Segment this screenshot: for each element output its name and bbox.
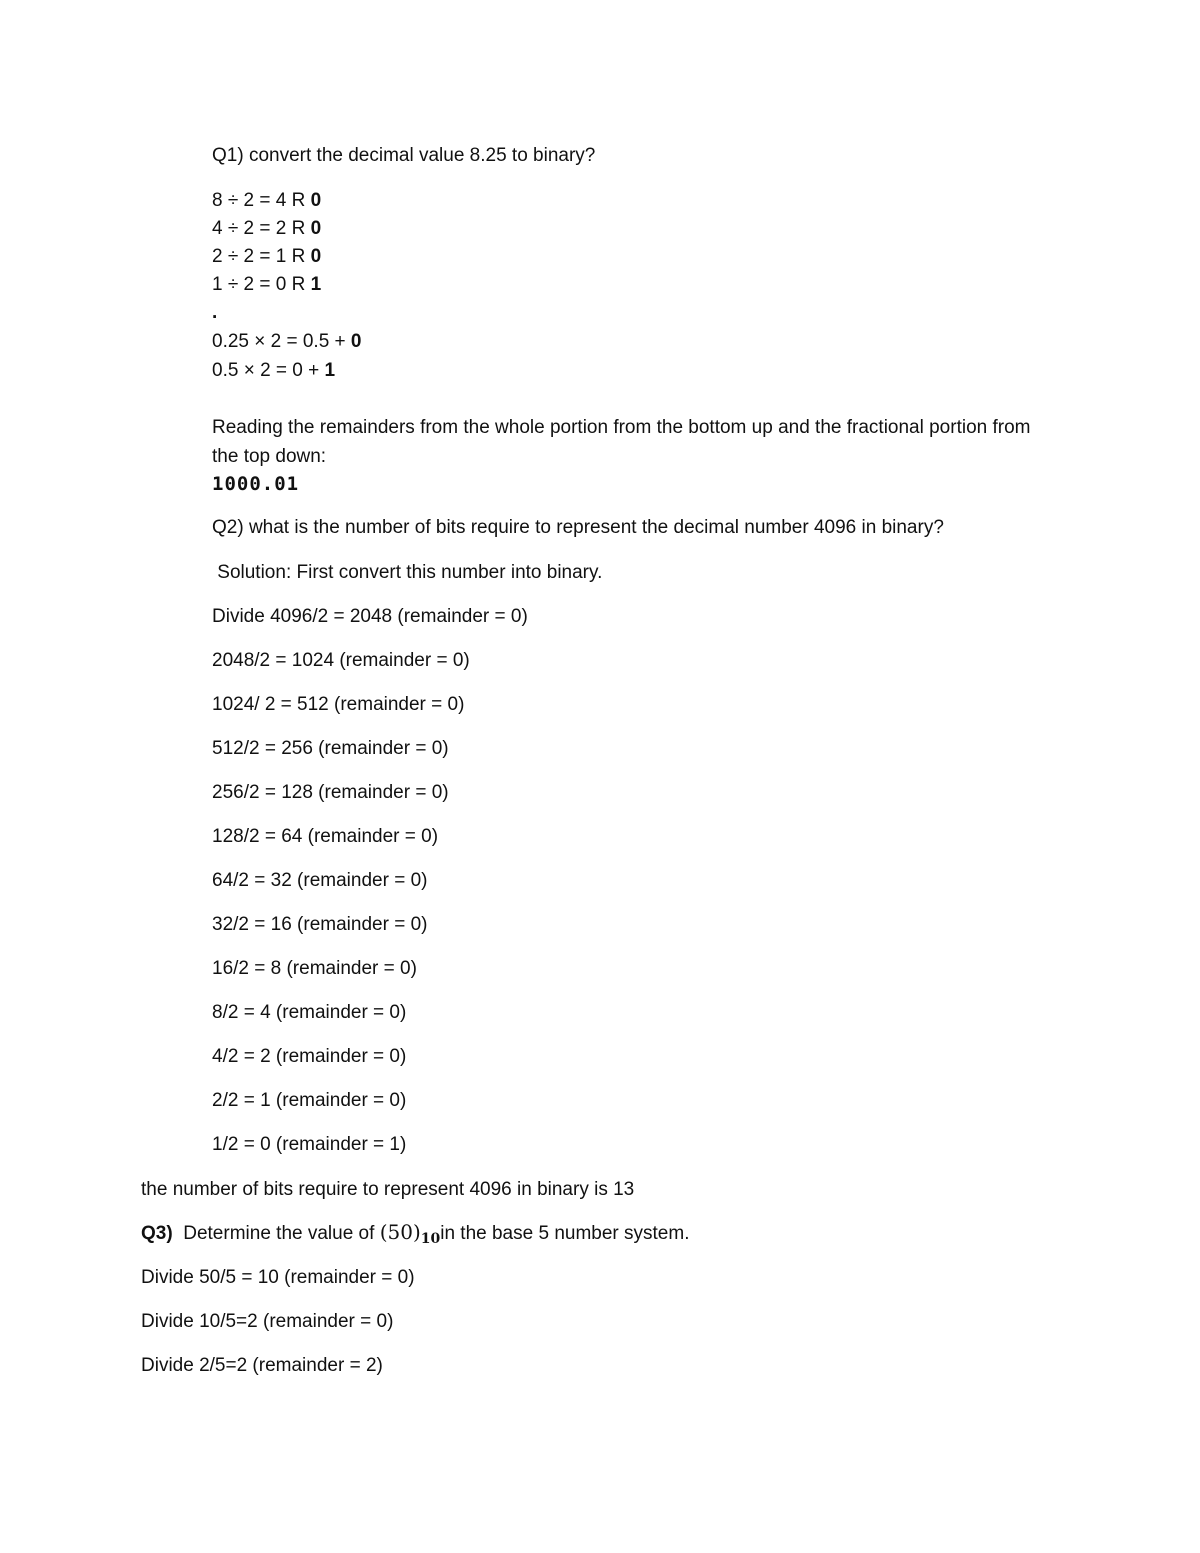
q2-step: 2048/2 = 1024 (remainder = 0) [212, 650, 470, 671]
q2-step: 1/2 = 0 (remainder = 1) [212, 1134, 407, 1155]
q1-answer: 1000.01 [212, 473, 300, 495]
q3-question: Q3) Determine the value of $(50)_{10}in$ the base 5 number system. [141, 1220, 690, 1247]
q1-int-step: 2 ÷ 2 = 1 R 0 [212, 246, 322, 267]
q2-step: 256/2 = 128 (remainder = 0) [212, 782, 449, 803]
q2-step: 32/2 = 16 (remainder = 0) [212, 914, 428, 935]
q1-binary-point: . [212, 302, 218, 323]
q1-frac-step: 0.5 × 2 = 0 + 1 [212, 360, 336, 381]
q2-question: Q2) what is the number of bits require to represent the decimal number 4096 in binary? [212, 517, 944, 538]
q2-conclusion: the number of bits require to represent 4096 in binary is 13 [141, 1179, 635, 1200]
q2-step: 128/2 = 64 (remainder = 0) [212, 826, 439, 847]
q1-frac-step: 0.25 × 2 = 0.5 + 0 [212, 331, 362, 352]
q3-math: $(50)_{10}$ [379, 1220, 441, 1247]
q3-step: Divide 10/5=2 (remainder = 0) [141, 1311, 394, 1332]
q2-solution: Solution: First convert this number into binary. [212, 562, 603, 583]
q2-step: 4/2 = 2 (remainder = 0) [212, 1046, 407, 1067]
q1-question: Q1) convert the decimal value 8.25 to binary? [212, 145, 596, 166]
q3-step: Divide 50/5 = 10 (remainder = 0) [141, 1267, 415, 1288]
q2-step: 2/2 = 1 (remainder = 0) [212, 1090, 407, 1111]
q1-reading-text: Reading the remainders from the whole portion from the bottom up and the fractional portion from the top down: [212, 417, 1031, 467]
q2-step: 8/2 = 4 (remainder = 0) [212, 1002, 407, 1023]
q1-int-step: 4 ÷ 2 = 2 R 0 [212, 218, 322, 239]
q2-step: 16/2 = 8 (remainder = 0) [212, 958, 417, 979]
q2-step: 512/2 = 256 (remainder = 0) [212, 738, 449, 759]
q3-step: Divide 2/5=2 (remainder = 2) [141, 1355, 383, 1376]
q2-step: 1024/ 2 = 512 (remainder = 0) [212, 694, 465, 715]
q2-step: Divide 4096/2 = 2048 (remainder = 0) [212, 606, 528, 627]
q2-step: 64/2 = 32 (remainder = 0) [212, 870, 428, 891]
q1-int-step: 1 ÷ 2 = 0 R 1 [212, 274, 322, 295]
q3-label: Q3) [141, 1223, 173, 1244]
q1-int-step: 8 ÷ 2 = 4 R 0 [212, 190, 322, 211]
